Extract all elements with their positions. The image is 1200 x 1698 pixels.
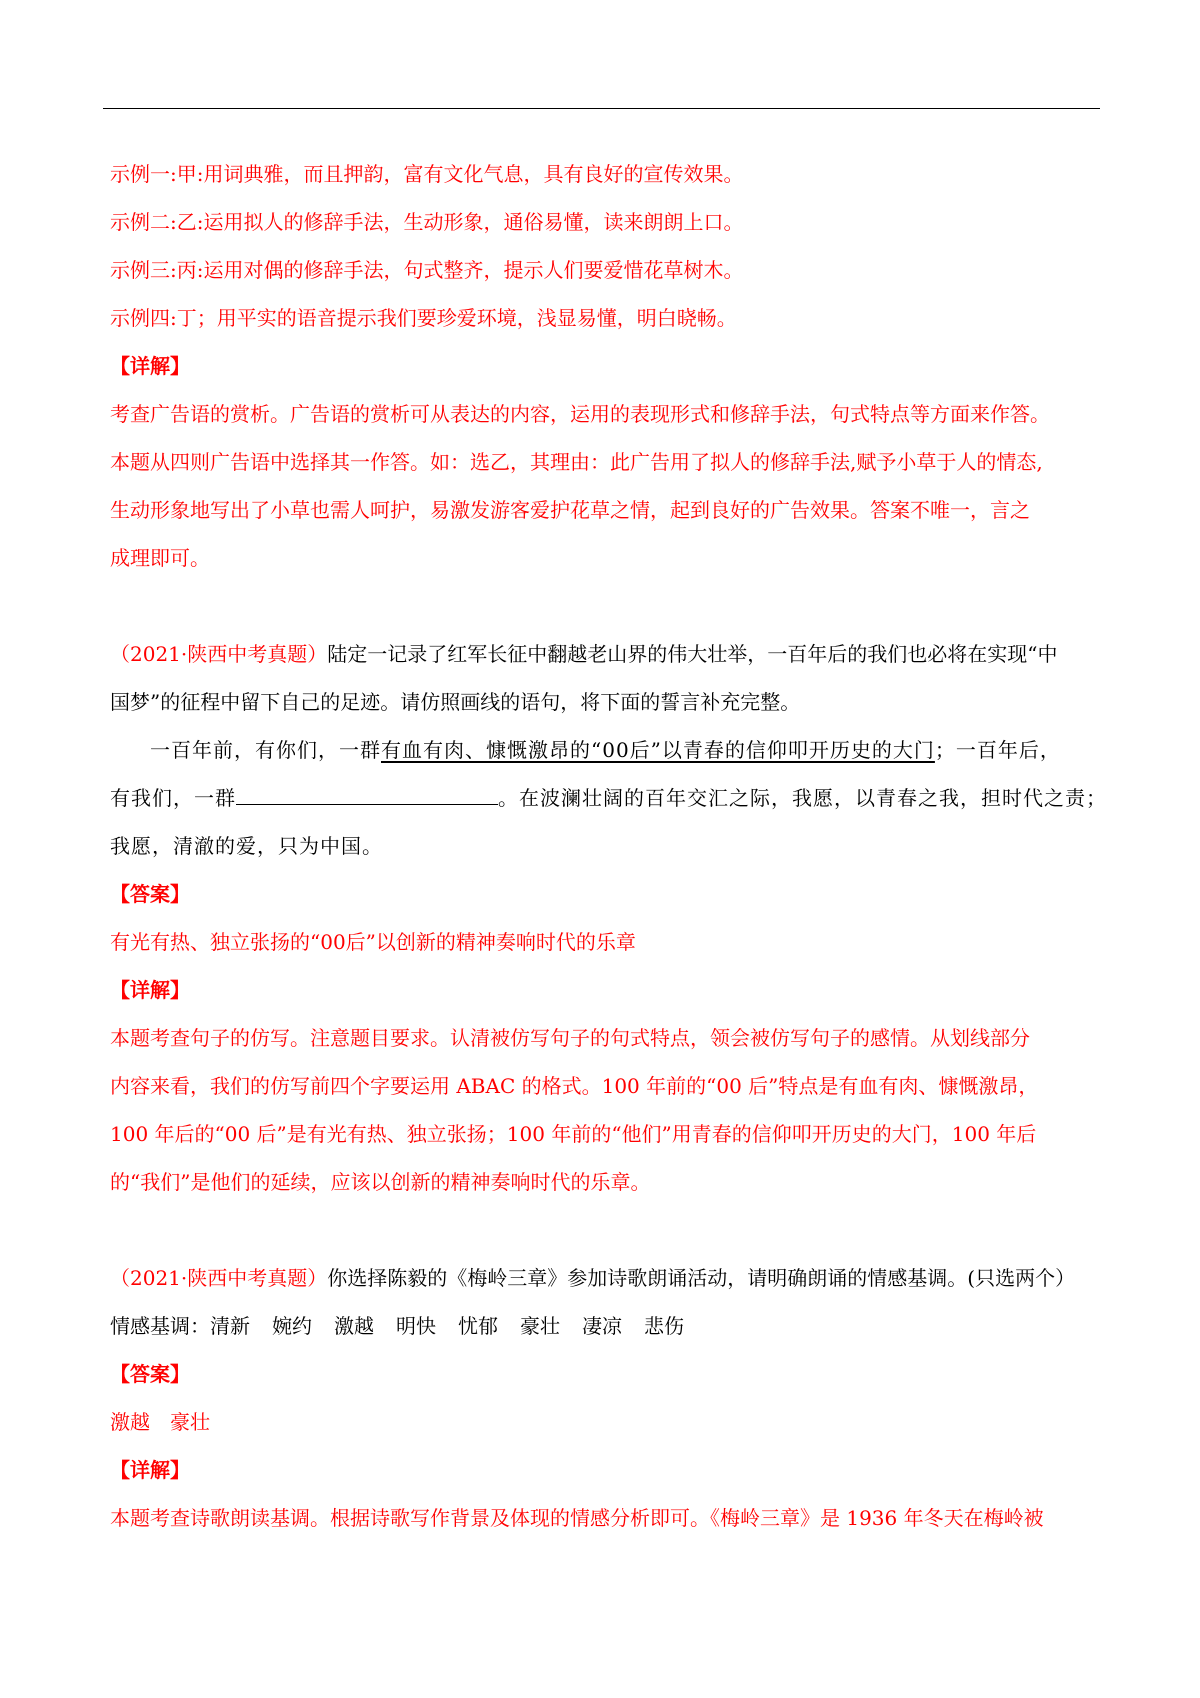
q3-mood: 忧郁 [458, 1314, 498, 1338]
q2-passage-a: 一百年前，有你们，一群 [150, 738, 381, 762]
q2-fill-blank [236, 782, 498, 805]
q2-detail-label: 【详解】 [110, 978, 190, 1002]
q2-detail-line-2: 内容来看，我们的仿写前四个字要运用 ABAC 的格式。100 年前的“00 后”特点是有血有肉、慷慨激昂， [110, 1074, 1039, 1098]
q2-passage-line-3: 我愿，清澈的爱，只为中国。 [110, 834, 383, 858]
q2-passage-d: 。在波澜壮阔的百年交汇之际，我愿，以青春之我，担时代之责； [498, 786, 1107, 810]
q2-stem-line-1 [110, 630, 1100, 678]
q2-source: （2021·陕西中考真题） [110, 642, 328, 666]
q2-answer: 有光有热、独立张扬的“00后”以创新的精神奏响时代的乐章 [110, 930, 636, 954]
q3-mood: 悲伤 [644, 1314, 684, 1338]
spacer [110, 582, 1100, 630]
q2-passage-b: ；一百年后， [934, 738, 1061, 762]
q3-source: （2021·陕西中考真题） [110, 1266, 328, 1290]
example-3: 示例三:丙:运用对偶的修辞手法，句式整齐，提示人们要爱惜花草树木。 [110, 258, 744, 282]
q3-moods [110, 1302, 1100, 1350]
q3-stem-text: 你选择陈毅的《梅岭三章》参加诗歌朗诵活动，请明确朗诵的情感基调。(只选两个） [327, 1266, 1076, 1290]
q1-detail-line-1: 考查广告语的赏析。广告语的赏析可从表达的内容，运用的表现形式和修辞手法，句式特点等方面来作答。 [110, 402, 1050, 426]
q3-detail-line-1: 本题考查诗歌朗读基调。根据诗歌写作背景及体现的情感分析即可。《梅岭三章》是 1936 年冬天在梅岭被 [110, 1506, 1044, 1530]
document-body [110, 150, 1107, 1542]
q3-moods-label: 情感基调： [110, 1314, 210, 1338]
q3-mood: 豪壮 [520, 1314, 560, 1338]
example-2: 示例二:乙:运用拟人的修辞手法，生动形象，通俗易懂，读来朗朗上口。 [110, 210, 744, 234]
example-1: 示例一:甲:用词典雅，而且押韵，富有文化气息，具有良好的宣传效果。 [110, 162, 744, 186]
q2-answer-label: 【答案】 [110, 882, 190, 906]
q3-mood: 激越 [334, 1314, 374, 1338]
q3-mood: 明快 [396, 1314, 436, 1338]
header-rule [103, 108, 1100, 109]
q3-detail-label: 【详解】 [110, 1458, 190, 1482]
q3-answer-label: 【答案】 [110, 1362, 190, 1386]
q1-detail-line-4: 成理即可。 [110, 546, 210, 570]
q1-detail-line-2: 本题从四则广告语中选择其一作答。如：选乙，其理由：此广告用了拟人的修辞手法,赋予小草于人的情态, [110, 450, 1043, 474]
q3-answer: 激越 豪壮 [110, 1410, 210, 1434]
q2-detail-line-3: 100 年后的“00 后”是有光有热、独立张扬；100 年前的“他们”用青春的信仰叩开历史的大门，100 年后 [110, 1122, 1037, 1146]
q2-passage-line-2 [110, 774, 1107, 822]
q1-detail-label: 【详解】 [110, 354, 190, 378]
q3-mood: 凄凉 [582, 1314, 622, 1338]
q3-stem [110, 1254, 1100, 1302]
q1-detail-line-3: 生动形象地写出了小草也需人呵护，易激发游客爱护花草之情，起到良好的广告效果。答案不唯一，言之 [110, 498, 1030, 522]
q3-mood: 婉约 [272, 1314, 312, 1338]
q2-underlined-sentence: 有血有肉、慷慨激昂的“00后”以青春的信仰叩开历史的大门 [381, 738, 935, 762]
example-4: 示例四:丁；用平实的语音提示我们要珍爱环境，浅显易懂，明白晓畅。 [110, 306, 737, 330]
q2-stem-text: 陆定一记录了红军长征中翻越老山界的伟大壮举，一百年后的我们也必将在实现“中 [327, 642, 1058, 666]
q2-detail-line-1: 本题考查句子的仿写。注意题目要求。认清被仿写句子的句式特点，领会被仿写句子的感情。从划线部分 [110, 1026, 1030, 1050]
q2-passage-c: 有我们，一群 [110, 786, 236, 810]
q2-passage-line-1 [110, 726, 1100, 774]
q2-stem-line-2: 国梦”的征程中留下自己的足迹。请仿照画线的语句，将下面的誓言补充完整。 [110, 690, 801, 714]
spacer [110, 1206, 1100, 1254]
q2-detail-line-4: 的“我们”是他们的延续，应该以创新的精神奏响时代的乐章。 [110, 1170, 651, 1194]
q3-mood: 清新 [210, 1314, 250, 1338]
